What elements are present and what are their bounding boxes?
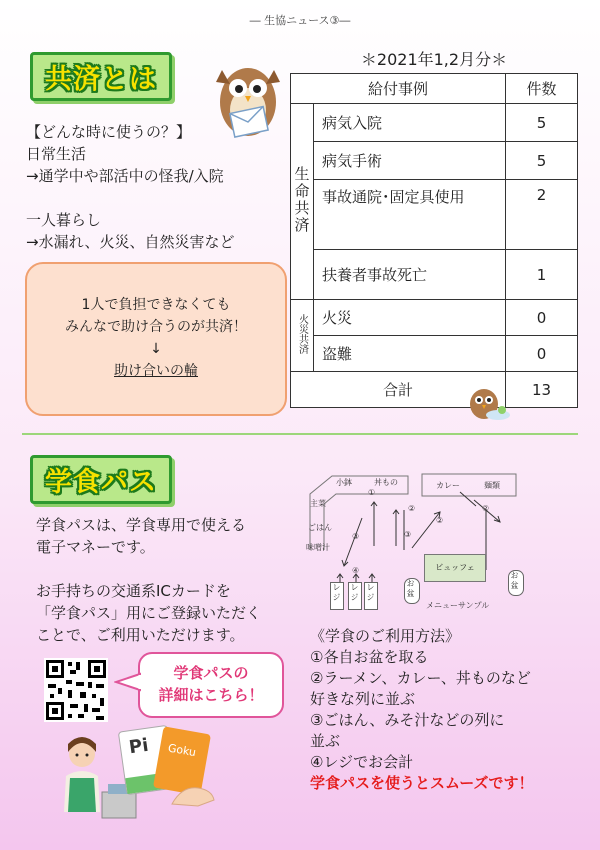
stats-col-count: 件数 (506, 74, 578, 104)
stats-total-label: 合計 (291, 372, 506, 408)
howto-step4: ④レジでお会計 (310, 753, 414, 771)
stats-total-row (291, 372, 578, 408)
howto-step3b: 並ぶ (310, 732, 341, 750)
flow-curry: カレー (436, 481, 460, 490)
owl-small-icon (462, 382, 512, 422)
pass-para1-line2: 電子マネーです。 (36, 538, 155, 556)
table-row (291, 300, 578, 336)
kyosai-case2-detail: →水漏れ、火災、自然災害など (26, 233, 235, 251)
stats-row-label: 火災 (314, 300, 506, 336)
kyosai-question: 【どんな時に使うの？】 (26, 123, 192, 141)
flow-buffet: ビュッフェ (424, 554, 486, 582)
bubble-tail-icon (114, 672, 142, 692)
flow-register-1: レジ (330, 582, 344, 610)
howto-step3a: ③ごはん、みそ汁などの列に (310, 711, 505, 729)
pass-para1-line1: 学食パスは、学食専用で使える (36, 516, 247, 534)
stats-row-label: 扶養者事故死亡 (314, 250, 506, 300)
stats-row-count: 5 (506, 142, 578, 180)
newsletter-header: ― 生協ニュース③― (249, 14, 351, 27)
stats-row-label: 事故通院･固定具使用 (314, 180, 506, 250)
table-row (291, 104, 578, 142)
qr-code-icon[interactable] (44, 658, 108, 722)
stats-group-fire: 火災共済 (291, 300, 314, 372)
flow-rice: ごはん (308, 523, 332, 532)
pass-para2-line3: ことで、ご利用いただけます。 (36, 626, 245, 644)
howto-step2b: 好きな列に並ぶ (310, 690, 416, 708)
flow-sample: メニューサンプル (426, 601, 490, 610)
pass-para2-line2: 「学食パス」用にご登録いただく (36, 604, 262, 622)
stats-row-label: 病気入院 (314, 104, 506, 142)
howto-step1: ①各自お盆を取る (310, 648, 429, 666)
cafeteria-flow-diagram (300, 470, 522, 618)
stats-table (290, 73, 578, 408)
flow-tray-2: お盆 (508, 570, 524, 596)
kyosai-case2-title: 一人暮らし (26, 211, 102, 229)
kyosai-title: 共済とは (45, 64, 157, 95)
flow-kobachi: 小鉢 (336, 478, 352, 487)
card-pi-label: Pi (127, 734, 150, 759)
stats-row-count: 0 (506, 336, 578, 372)
flow-register-3: レジ (364, 582, 378, 610)
pass-para2-line1: お手持ちの交通系ICカードを (36, 582, 231, 600)
howto-closing: 学食パスを使うとスムーズです！ (310, 774, 534, 792)
table-row (291, 180, 578, 250)
stats-row-count: 1 (506, 250, 578, 300)
pass-title-box (30, 455, 172, 504)
flow-donmono: 丼もの (374, 478, 398, 487)
bubble-line1: 学食パスの (173, 664, 249, 682)
flow-tray-1: お盆 (404, 578, 420, 604)
flow-n2b: ② (436, 516, 444, 525)
kyosai-case1-title: 日常生活 (26, 145, 87, 163)
callout-line1: 1人で負担できなくても (81, 297, 231, 313)
howto-steps (310, 626, 580, 794)
stats-row-count: 0 (506, 300, 578, 336)
stats-row-count: 2 (506, 180, 578, 250)
flow-n3a: ③ (352, 532, 360, 541)
table-row (291, 250, 578, 300)
hand-icon (168, 780, 218, 810)
flow-main: 主菜 (310, 499, 326, 508)
howto-step2a: ②ラーメン、カレー、丼ものなど (310, 669, 531, 687)
section-divider (22, 433, 578, 435)
flow-n2c: ② (482, 504, 490, 513)
pass-title: 学食パス (45, 467, 157, 498)
card-goku-label: Goku (166, 741, 198, 760)
stats-row-label: 病気手術 (314, 142, 506, 180)
flow-soup: 味噌汁 (306, 543, 330, 552)
flow-noodles: 麺類 (484, 481, 500, 490)
kyosai-case1-detail: →通学中や部活中の怪我/入院 (26, 167, 224, 185)
kyosai-title-box (30, 52, 172, 101)
stats-group-life: 生命共済 (291, 104, 314, 300)
stats-col-case: 給付事例 (291, 74, 506, 104)
stats-period: ＊2021年1,2月分＊ (360, 50, 508, 69)
callout-line3: 助け合いの輪 (114, 363, 198, 379)
callout-line2: みんなで助け合うのが共済！ (65, 319, 247, 335)
flow-n3b: ③ (404, 530, 412, 539)
kyosai-body (26, 121, 286, 253)
flow-n4: ④ (352, 566, 360, 575)
flow-n2a: ② (408, 504, 416, 513)
stats-header-row (291, 74, 578, 104)
callout-arrow: ↓ (150, 341, 162, 357)
stats-row-label: 盗難 (314, 336, 506, 372)
flow-register-2: レジ (348, 582, 362, 610)
stats-row-count: 5 (506, 104, 578, 142)
pass-body (36, 514, 296, 646)
pass-details-bubble[interactable] (138, 652, 284, 718)
table-row (291, 336, 578, 372)
bubble-line2: 詳細はこちら！ (158, 686, 264, 704)
howto-title: 《学食のご利用方法》 (310, 627, 461, 645)
table-row (291, 142, 578, 180)
stats-total-value: 13 (506, 372, 578, 408)
flow-n1a: ① (368, 488, 376, 497)
kyosai-callout (25, 262, 287, 416)
